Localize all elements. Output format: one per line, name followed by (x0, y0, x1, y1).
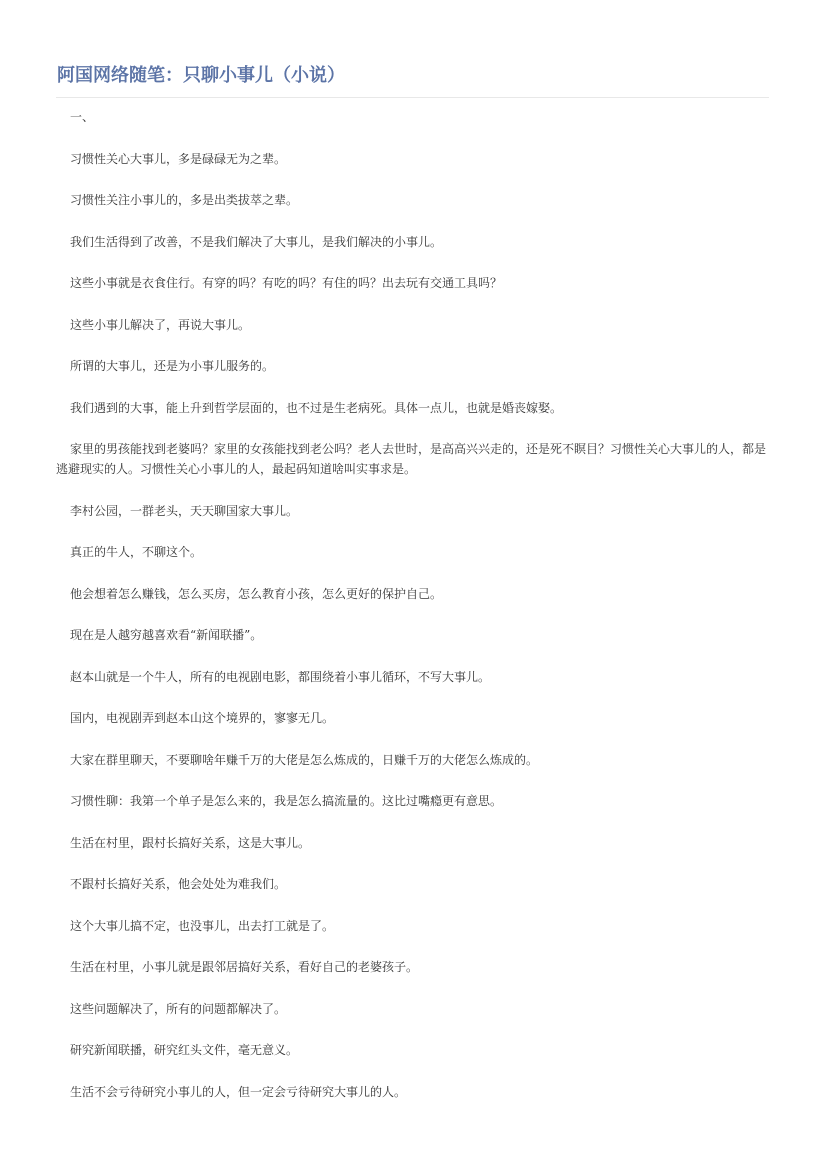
paragraph: 所谓的大事儿，还是为小事儿服务的。 (70, 359, 275, 373)
paragraph: 习惯性关注小事儿的，多是出类拔萃之辈。 (70, 193, 299, 207)
paragraph: 这些问题解决了，所有的问题都解决了。 (70, 1001, 287, 1016)
paragraph: 习惯性关心大事儿，多是碌碌无为之辈。 (70, 151, 287, 166)
paragraph: 不跟村长搞好关系，他会处处为难我们。 (70, 877, 287, 891)
paragraph: 生活在村里，小事儿就是跟邻居搞好关系，看好自己的老婆孩子。 (70, 960, 419, 974)
article-title: 阿国网络随笔：只聊小事儿（小说） (57, 65, 345, 86)
paragraph: 他会想着怎么赚钱，怎么买房，怎么教育小孩，怎么更好的保护自己。 (70, 586, 443, 601)
paragraph: 这个大事儿搞不定，也没事儿，出去打工就是了。 (70, 918, 335, 933)
paragraph: 我们遇到的大事，能上升到哲学层面的，也不过是生老病死。具体一点儿，也就是婚丧嫁娶。 (70, 400, 563, 415)
paragraph: 真正的牛人，不聊这个。 (70, 545, 203, 559)
paragraph: 大家在群里聊天，不要聊啥年赚千万的大佬是怎么炼成的，日赚千万的大佬怎么炼成的。 (70, 752, 539, 767)
paragraph: 生活在村里，跟村长搞好关系，这是大事儿。 (70, 835, 311, 850)
paragraph: 家里的男孩能找到老婆吗？家里的女孩能找到老公吗？老人去世时，是高高兴兴走的，还是死不瞑目？习惯性关心大事儿的人，都是逃避现实的人。习惯性关心小事儿的人，最起码知道啥叫实事求是。 (56, 442, 767, 476)
paragraph: 这些小事就是衣食住行。有穿的吗？有吃的吗？有住的吗？出去玩有交通工具吗？ (70, 276, 503, 290)
title-divider (56, 97, 769, 98)
paragraph: 赵本山就是一个牛人，所有的电视剧电影，都围绕着小事儿循环，不写大事儿。 (70, 669, 491, 684)
article-body (56, 107, 769, 1102)
paragraph: 习惯性聊：我第一个单子是怎么来的，我是怎么搞流量的。这比过嘴瘾更有意思。 (70, 794, 503, 808)
paragraph: 生活不会亏待研究小事儿的人，但一定会亏待研究大事儿的人。 (70, 1084, 407, 1099)
paragraph: 国内，电视剧弄到赵本山这个境界的，寥寥无几。 (70, 711, 335, 725)
section-heading: 一、 (70, 110, 95, 124)
paragraph: 我们生活得到了改善，不是我们解决了大事儿，是我们解决的小事儿。 (70, 234, 443, 249)
paragraph: 这些小事儿解决了，再说大事儿。 (70, 317, 251, 332)
paragraph: 研究新闻联播，研究红头文件，毫无意义。 (70, 1043, 299, 1057)
paragraph: 李村公园，一群老头，天天聊国家大事儿。 (70, 503, 299, 518)
paragraph: 现在是人越穷越喜欢看“新闻联播”。 (70, 628, 263, 642)
